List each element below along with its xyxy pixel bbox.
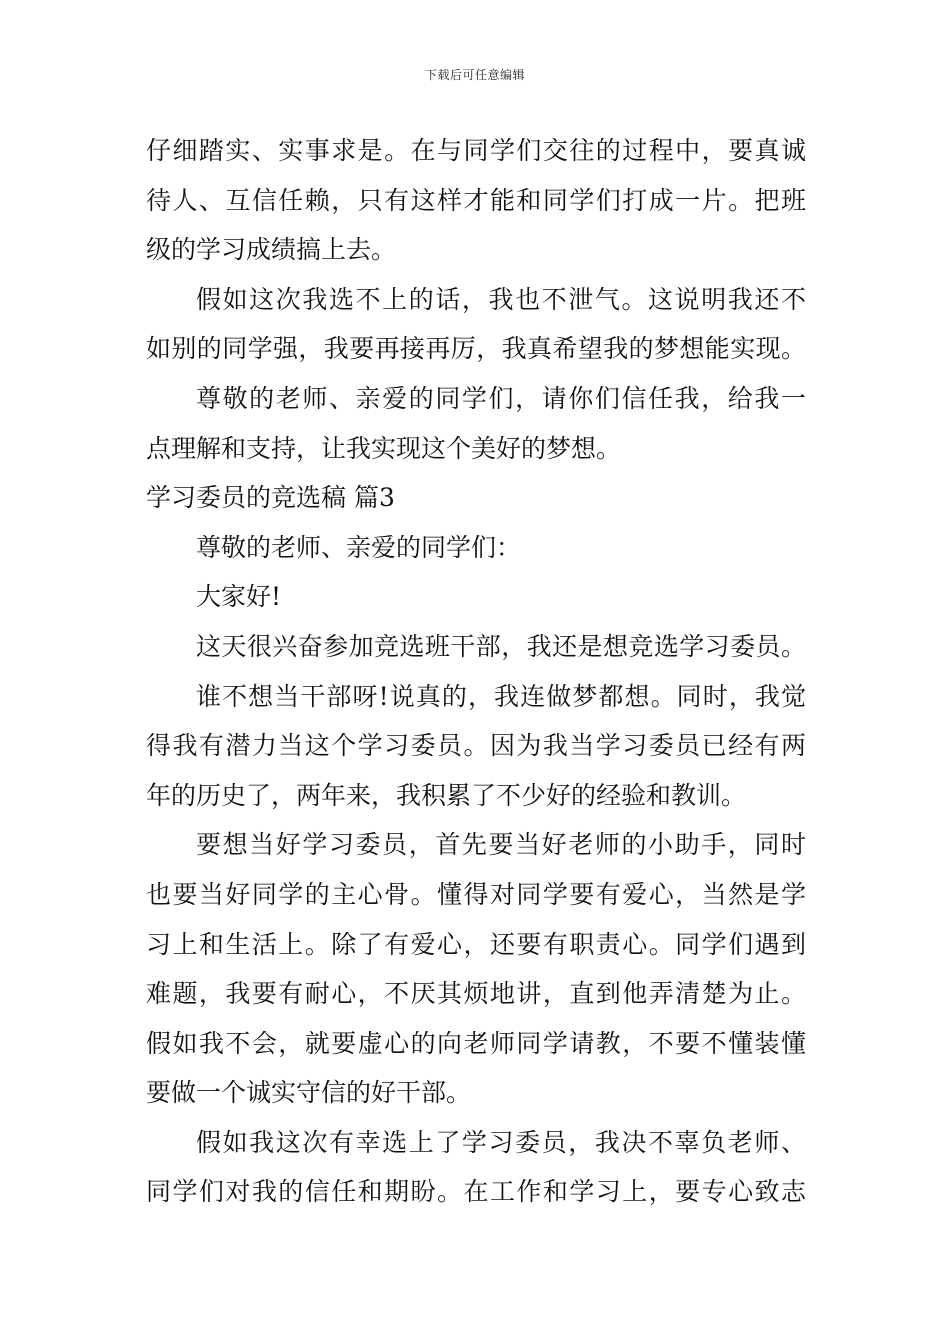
paragraph-line: 待人、互信任赖，只有这样才能和同学们打成一片。把班 [146,185,806,215]
paragraph-line: 难题，我要有耐心，不厌其烦地讲，直到他弄清楚为止。 [146,979,806,1009]
paragraph-line: 习上和生活上。除了有爱心，还要有职责心。同学们遇到 [146,929,806,959]
paragraph-line: 要做一个诚实守信的好干部。 [146,1078,472,1108]
paragraph-line: 要想当好学习委员，首先要当好老师的小助手，同时 [196,830,806,860]
paragraph-line: 同学们对我的信任和期盼。在工作和学习上，要专心致志 [146,1177,806,1207]
greeting: 大家好! [196,582,282,612]
salutation: 尊敬的老师、亲爱的同学们： [196,532,522,562]
paragraph-line: 年的历史了，两年来，我积累了不少好的经验和教训。 [146,780,747,810]
paragraph-line: 假如这次我选不上的话，我也不泄气。这说明我还不 [196,284,806,314]
paragraph-line: 假如我这次有幸选上了学习委员，我决不辜负老师、 [196,1127,806,1157]
document-body [146,126,806,1217]
paragraph-line: 这天很兴奋参加竞选班干部，我还是想竞选学习委员。 [196,631,806,661]
section-heading: 学习委员的竞选稿 篇3 [146,483,395,513]
paragraph-line: 得我有潜力当这个学习委员。因为我当学习委员已经有两 [146,731,806,761]
paragraph-line: 尊敬的老师、亲爱的同学们，请你们信任我，给我一 [196,383,806,413]
paragraph-line: 点理解和支持，让我实现这个美好的梦想。 [146,433,622,463]
paragraph-line: 假如我不会，就要虚心的向老师同学请教，不要不懂装懂 [146,1028,806,1058]
page-header-note: 下载后可任意编辑 [424,68,525,82]
paragraph-line: 如别的同学强，我要再接再厉，我真希望我的梦想能实现。 [146,334,806,364]
paragraph-line: 级的学习成绩搞上去。 [146,235,397,265]
paragraph-line: 谁不想当干部呀!说真的，我连做梦都想。同时，我觉 [196,681,806,711]
paragraph-line: 也要当好同学的主心骨。懂得对同学要有爱心，当然是学 [146,879,806,909]
paragraph-line: 仔细踏实、实事求是。在与同学们交往的过程中，要真诚 [146,136,806,165]
